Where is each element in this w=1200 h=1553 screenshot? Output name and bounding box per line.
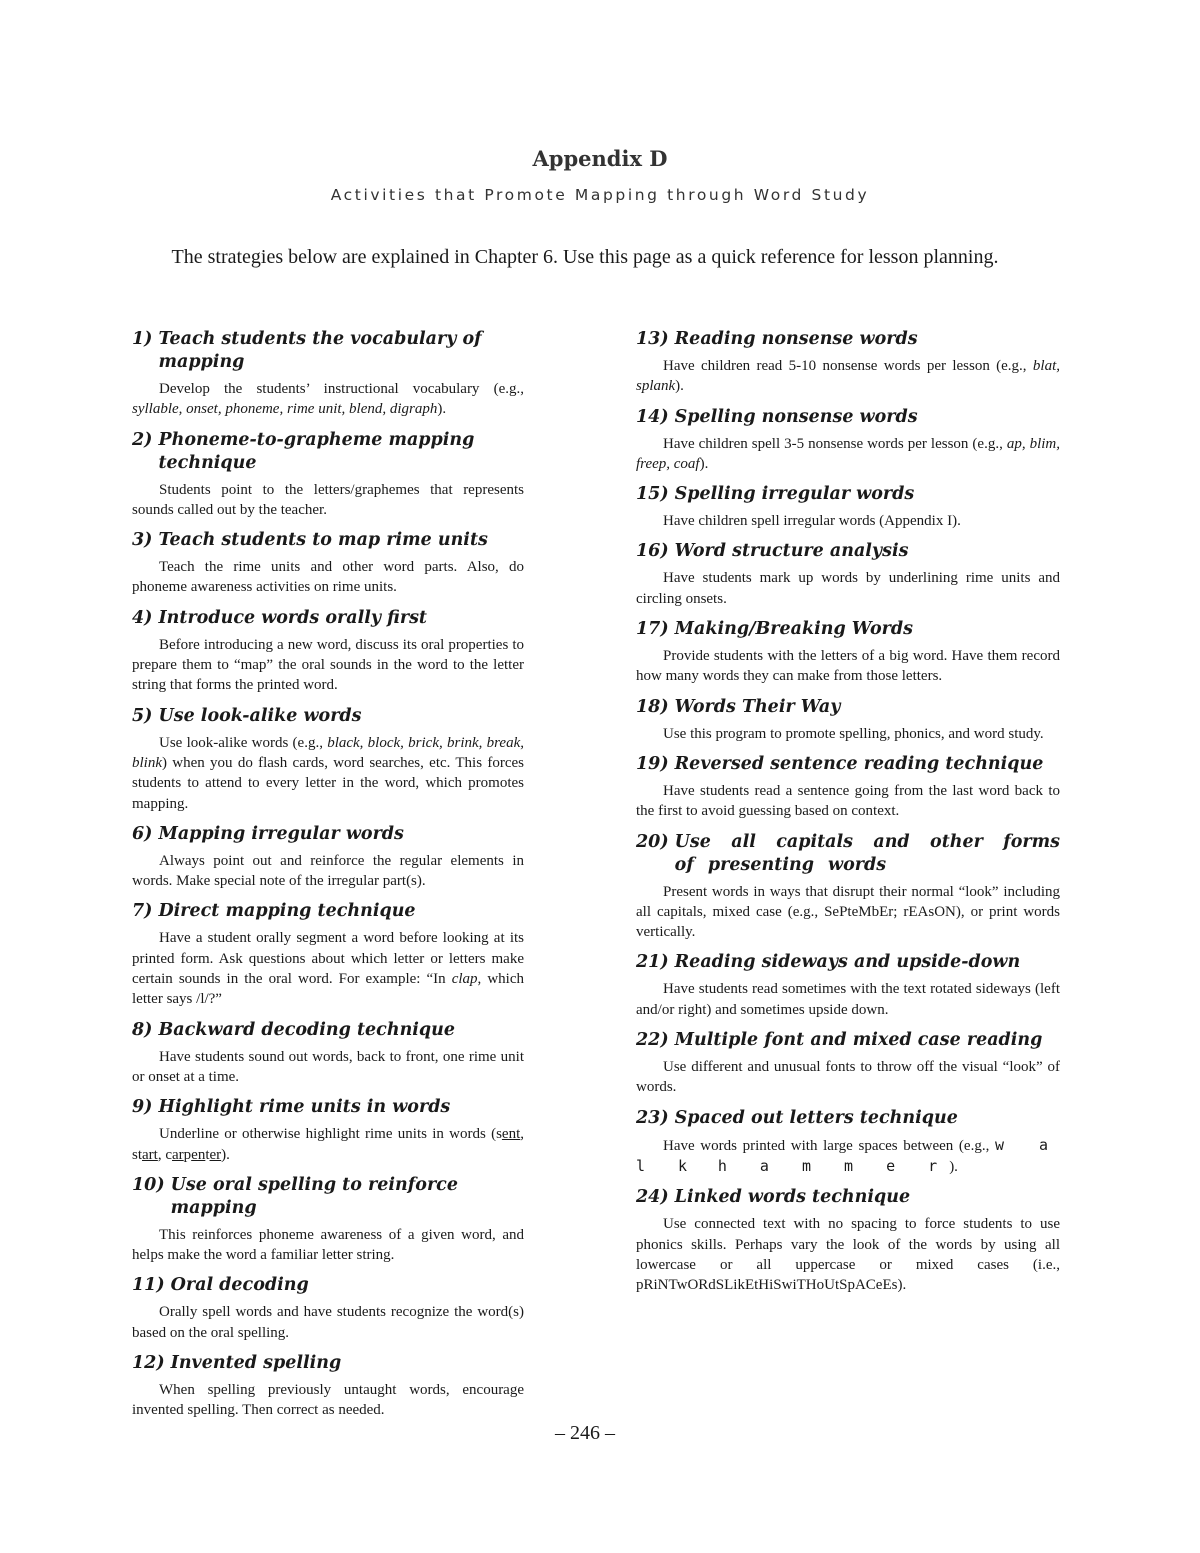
strategy-heading [636,406,1060,429]
description-text: Use different and unusual fonts to throw off the visual “look” of words. [636,1059,1060,1096]
strategy-number: 4) [132,607,153,628]
strategy-heading [636,831,1060,877]
strategy-item [132,607,524,696]
strategy-item [636,618,1060,687]
strategy-number: 8) [132,1019,153,1040]
description-text: Before introducing a new word, discuss its oral properties to prepare them to “map” the oral sounds in the word to the letter string that forms the printed word. [132,636,524,694]
description-text: ). [699,455,709,472]
strategy-number: 18) [636,696,669,717]
strategy-description [636,979,1060,1020]
strategy-item [132,900,524,1009]
strategy-description [132,1380,524,1421]
strategy-description [636,434,1060,475]
strategy-number: 6) [132,823,153,844]
strategy-title: Reading sideways and upside-down [674,952,1021,973]
strategy-number: 19) [636,753,669,774]
strategy-item [132,1274,524,1343]
strategy-heading [636,1107,1060,1130]
strategy-heading [636,540,1060,563]
example-words: ap, blim, freep, coaf [636,435,1060,472]
strategy-title: Phoneme-to-grapheme mapping technique [158,429,475,473]
underlined-rime: er [209,1146,222,1163]
description-text: Have children read 5-10 nonsense words per lesson (e.g., [663,358,1027,374]
strategy-title: Backward decoding technique [158,1019,456,1040]
strategy-number: 11) [132,1275,165,1296]
strategy-heading [636,483,1060,506]
strategy-item [636,753,1060,822]
strategy-description [636,1214,1060,1295]
strategy-title: Spelling irregular words [674,484,915,505]
strategy-heading [636,1186,1060,1209]
example-word-sent [496,1126,520,1142]
description-text: Always point out and reinforce the regular elements in words. Make special note of the irregular part(s). [132,852,524,890]
strategy-number: 3) [132,530,153,551]
description-text: Students point to the letters/graphemes that represents sounds called out by the teacher. [132,481,524,518]
example-words: clap [451,971,478,988]
strategy-description [636,511,1060,531]
word-part: p [183,1146,192,1163]
description-text: Present words in ways that disrupt their normal “look” including all capitals, mixed case (e.g., SePteMbEr; rEAsON), or print words vertically. [636,883,1060,941]
strategy-description [636,882,1060,943]
strategy-number: 20) [636,831,669,852]
strategy-heading [636,951,1060,974]
strategy-number: 1) [132,329,153,349]
strategy-item [132,1096,524,1165]
strategy-title: Making/Breaking Words [674,619,913,640]
left-column [132,328,524,1421]
strategy-item [132,328,524,420]
strategy-description [636,1135,1060,1178]
strategy-item [636,1186,1060,1295]
strategy-number: 10) [132,1174,165,1195]
strategy-item [636,1029,1060,1098]
strategy-number: 13) [636,329,669,349]
strategy-heading [132,328,524,374]
strategy-title: Use all capitals and other forms of presenting words [674,831,1060,875]
strategy-description [636,1057,1060,1098]
description-text: Teach the rime units and other word parts. Also, do phoneme awareness activities on rime units. [132,559,524,596]
description-text: , which letter says /l/?” [132,971,524,1008]
strategy-number: 14) [636,406,669,427]
description-text: When spelling previously untaught words, encourage invented spelling. Then correct as needed. [132,1382,524,1419]
strategy-number: 7) [132,901,153,922]
page-number: – 246 – [555,1422,615,1444]
strategy-title: Direct mapping technique [158,901,416,922]
strategy-number: 5) [132,705,153,726]
description-text: ). [675,378,684,395]
strategy-heading [132,900,524,923]
strategy-number: 17) [636,619,669,640]
strategy-title: Teach students the vocabulary of mapping [158,329,482,372]
strategy-heading [636,328,1060,351]
intro-text: The strategies below are explained in Chapter 6. Use this page as a quick reference for lesson planning. [171,246,999,268]
strategy-title: Use oral spelling to reinforce mapping [170,1174,458,1218]
strategy-title: Mapping irregular words [158,823,404,844]
strategy-heading [132,1174,524,1220]
strategy-heading [132,1019,524,1042]
strategy-description: Underline or otherwise highlight rime units in words (sent, start, carpenter). [132,1126,524,1163]
word-part: t [205,1146,210,1163]
strategy-heading [132,1352,524,1375]
underlined-rime: ent [501,1126,521,1143]
strategy-item [636,1107,1060,1178]
description-text: Have children spell 3-5 nonsense words per lesson (e.g., [663,435,1003,452]
strategy-description [132,928,524,1009]
strategy-item [132,705,524,814]
page-subtitle: Activities that Promote Mapping through Word Study [330,186,870,204]
strategy-description [132,635,524,696]
strategy-title: Word structure analysis [674,541,909,562]
description-text: ) when you do flash cards, word searches, etc. This forces students to attend to every letter in the word, which promotes mapping. [132,754,524,812]
strategy-description [132,851,524,892]
strategy-title: Words Their Way [674,696,841,717]
strategy-description [132,1302,524,1343]
description-text: Have words printed with large spaces between (e.g., [663,1137,990,1154]
word-part: st [132,1146,143,1163]
description-text: Orally spell words and have students recognize the word(s) based on the oral spelling. [132,1304,524,1341]
strategy-number: 21) [636,952,669,973]
strategy-heading [636,753,1060,776]
strategy-description [132,1225,524,1266]
strategy-title: Spaced out letters technique [674,1107,958,1128]
page-title: Appendix D [532,146,668,171]
strategy-title: Oral decoding [170,1275,309,1296]
description-text: Use connected text with no spacing to force students to use phonics skills. Perhaps vary the look of the words by using all lowercase or all uppercase or mixed cases (i.e., pRiNTwORdSLikEtHiSwiTHoUtSpACeEs). [636,1216,1060,1294]
strategy-title: Reversed sentence reading technique [674,753,1044,774]
strategy-title: Spelling nonsense words [674,406,918,427]
strategy-number: 2) [132,429,153,450]
strategy-title: Highlight rime units in words [158,1097,451,1118]
strategy-description [132,379,524,420]
word-part: s [496,1126,502,1143]
example-words: black, block, brick, brink, break, blink [132,734,524,771]
strategy-description [132,480,524,521]
strategy-heading [132,1274,524,1297]
description-text: Use look-alike words (e.g., [159,734,323,751]
strategy-item [636,696,1060,744]
strategy-heading [132,705,524,728]
strategy-heading [132,429,524,475]
description-text: ). [949,1158,958,1175]
description-text: ). [437,401,447,418]
strategy-heading [132,607,524,630]
strategy-description [132,1047,524,1088]
strategy-item [132,429,524,521]
strategy-number: 12) [132,1353,165,1374]
example-words: syllable, onset, phoneme, rime unit, blend, digraph [132,401,438,418]
underlined-rime: art [142,1146,158,1163]
strategy-item [636,951,1060,1020]
strategy-description [636,568,1060,609]
description-text: ). [221,1146,230,1163]
strategy-number: 22) [636,1030,669,1051]
strategy-title: Use look-alike words [158,705,362,726]
strategy-heading [132,823,524,846]
description-text: Have a student orally segment a word before looking at its printed form. Ask questions about which letter or letters make certain sounds in the oral word. For example: “In [132,930,524,988]
strategy-item [132,1352,524,1421]
strategy-heading [636,696,1060,719]
description-text: Have students mark up words by underlining rime units and circling onsets. [636,570,1060,607]
strategy-heading [132,1096,524,1119]
strategy-title: Introduce words orally first [158,607,428,628]
strategy-number: 9) [132,1097,153,1118]
strategy-title: Reading nonsense words [674,329,918,349]
description-text: Underline or otherwise highlight rime units in words ( [159,1126,497,1143]
strategy-item [636,406,1060,475]
strategy-number: 16) [636,541,669,562]
strategy-item [132,529,524,598]
underlined-rime: en [191,1146,206,1163]
example-word-start [132,1147,158,1163]
strategy-item [636,540,1060,609]
underlined-rime: ar [172,1146,184,1163]
strategy-item [132,1019,524,1088]
strategy-heading [636,618,1060,641]
example-word-carpenter [165,1147,221,1163]
strategy-description [636,781,1060,822]
word-part: c [165,1146,173,1163]
strategy-description [636,646,1060,687]
strategy-number: 15) [636,484,669,505]
strategy-item [636,328,1060,397]
strategy-item [636,831,1060,943]
description-text: Develop the students’ instructional vocabulary (e.g., [159,381,524,397]
strategy-title: Invented spelling [170,1353,342,1374]
strategy-title: Teach students to map rime units [158,530,488,551]
strategy-item [636,483,1060,531]
description-text: Have students read a sentence going from the last word back to the first to avoid guessing based on context. [636,782,1060,820]
spaced-word-hammer: h a m m e r [717,1156,950,1175]
strategy-item [132,1174,524,1266]
right-column [636,328,1060,1295]
strategy-heading [636,1029,1060,1052]
example-words: blat, splank [636,358,1060,395]
description-text: Use this program to promote spelling, phonics, and word study. [663,725,1044,742]
strategy-number: 23) [636,1107,669,1128]
strategy-number: 24) [636,1187,669,1208]
description-text: Have students sound out words, back to front, one rime unit or onset at a time. [132,1048,524,1085]
strategy-description [636,724,1060,744]
strategy-description [132,733,524,814]
strategy-heading [132,529,524,552]
strategy-description [636,356,1060,397]
spaced-word-walk: w a l k [636,1135,1061,1175]
description-text: Have students read sometimes with the text rotated sideways (left and/or right) and sometimes upside down. [636,981,1060,1018]
description-text: This reinforces phoneme awareness of a given word, and helps make the word a familiar letter string. [132,1226,524,1264]
description-text: Have children spell irregular words (Appendix I). [663,513,961,530]
strategy-title: Multiple font and mixed case reading [674,1030,1043,1051]
strategy-description [132,557,524,598]
strategy-item [132,823,524,892]
strategy-title: Linked words technique [674,1187,911,1208]
description-text: Provide students with the letters of a big word. Have them record how many words they can make from those letters. [636,648,1060,685]
